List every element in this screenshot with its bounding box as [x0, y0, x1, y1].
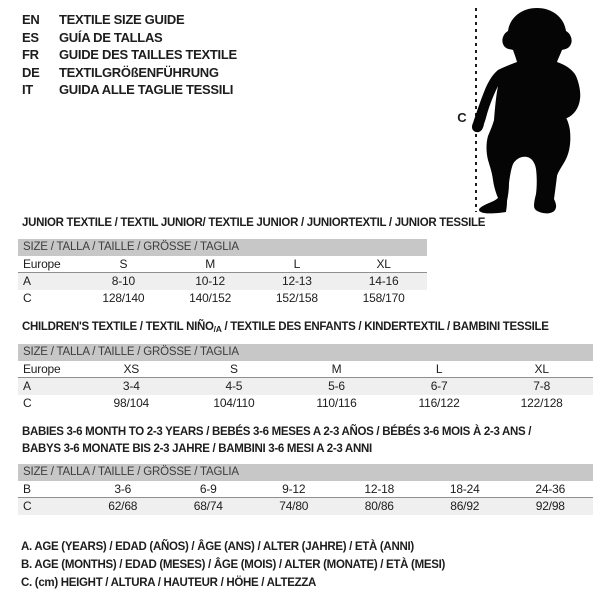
age-cell: 10-12 — [195, 274, 225, 288]
row-label: A — [23, 379, 31, 393]
section-title-children — [22, 319, 549, 336]
footnote-b: B. AGE (MONTHS) / EDAD (MESES) / ÂGE (MOIS) / ALTER (MONATE) / ETÀ (MESI) — [21, 559, 446, 571]
size-header-bar: SIZE / TALLA / TAILLE / GRÖSSE / TAGLIA — [18, 464, 593, 481]
footnote-a: A. AGE (YEARS) / EDAD (AÑOS) / ÂGE (ANS) / ALTER (JAHRE) / ETÀ (ANNI) — [21, 541, 414, 553]
size-cell: XL — [534, 362, 549, 376]
table-row-europe — [18, 361, 593, 378]
months-cell: 6-9 — [199, 482, 217, 496]
table-row-height — [18, 498, 593, 515]
months-cell: 9-12 — [282, 482, 306, 496]
size-cell: XL — [376, 257, 391, 271]
title-line-2: BABYS 3-6 MONATE BIS 2-3 JAHRE / BAMBINI 3-6 MESI A 2-3 ANNI — [22, 442, 372, 455]
babies-size-table — [18, 464, 593, 515]
age-cell: 5-6 — [328, 379, 345, 393]
language-title: TEXTILE SIZE GUIDE — [59, 12, 185, 28]
language-title-block — [22, 11, 237, 99]
table-row-months — [18, 481, 593, 498]
table-row-age — [18, 273, 427, 290]
section-title-junior: JUNIOR TEXTILE / TEXTIL JUNIOR/ TEXTILE JUNIOR / JUNIORTEXTIL / JUNIOR TESSILE — [22, 217, 486, 229]
size-cell: L — [435, 362, 443, 376]
title-line-1: BABIES 3-6 MONTH TO 2-3 YEARS / BEBÉS 3-6 MESES A 2-3 AÑOS / BÉBÉS 3-6 MOIS À 2-3 ANS / — [22, 426, 532, 438]
age-cell: 8-10 — [111, 274, 135, 288]
height-cell: 152/158 — [275, 291, 318, 305]
junior-size-table — [18, 239, 427, 307]
row-label: C — [23, 291, 32, 305]
table-row-europe — [18, 256, 427, 273]
row-label: Europe — [23, 362, 61, 376]
size-cell: XS — [123, 362, 140, 376]
months-cell: 3-6 — [114, 482, 132, 496]
language-code: ES — [22, 29, 39, 45]
size-cell: M — [331, 362, 342, 376]
table-row-height — [18, 395, 593, 412]
age-cell: 14-16 — [368, 274, 399, 288]
row-label: Europe — [23, 257, 61, 271]
height-cell: 140/152 — [189, 291, 232, 305]
age-cell: 7-8 — [533, 379, 551, 393]
language-row-de — [22, 64, 237, 82]
height-cell: 116/122 — [418, 396, 460, 410]
title-subscript: /A — [213, 324, 222, 334]
baby-silhouette-icon — [472, 8, 580, 213]
height-cell: 86/92 — [450, 499, 480, 513]
months-cell: 18-24 — [449, 482, 480, 496]
height-cell: 98/104 — [113, 396, 150, 410]
baby-figure — [440, 0, 600, 220]
height-cell: 62/68 — [108, 499, 138, 513]
row-label: C — [23, 499, 32, 513]
title-text: / TEXTILE DES ENFANTS / KINDERTEXTIL / BAMBINI TESSILE — [221, 321, 549, 333]
children-size-table — [18, 344, 593, 412]
height-cell: 74/80 — [279, 499, 309, 513]
size-header-bar: SIZE / TALLA / TAILLE / GRÖSSE / TAGLIA — [18, 239, 427, 256]
size-cell: M — [205, 257, 216, 271]
section-title-babies — [22, 424, 531, 457]
footnote-c: C. (cm) HEIGHT / ALTURA / HAUTEUR / HÖHE / ALTEZZA — [21, 577, 317, 589]
language-title: GUIDE DES TAILLES TEXTILE — [59, 47, 237, 63]
language-code: IT — [22, 82, 33, 98]
language-code: EN — [22, 12, 40, 28]
height-cell: 92/98 — [535, 499, 565, 513]
size-cell: S — [229, 362, 238, 376]
table-row-height — [18, 290, 427, 307]
height-c-label: C — [457, 110, 467, 125]
age-cell: 4-5 — [225, 379, 243, 393]
language-title: GUÍA DE TALLAS — [59, 29, 163, 45]
row-label: B — [23, 482, 31, 496]
footnotes-block — [21, 538, 445, 592]
language-title: TEXTILGRÖßENFÜHRUNG — [59, 64, 219, 80]
age-cell: 6-7 — [430, 379, 448, 393]
row-label: A — [23, 274, 31, 288]
height-cell: 122/128 — [520, 396, 563, 410]
language-title: GUIDA ALLE TAGLIE TESSILI — [59, 82, 234, 98]
height-cell: 128/140 — [102, 291, 145, 305]
row-label: C — [23, 396, 32, 410]
height-cell: 104/110 — [213, 396, 255, 410]
months-cell: 24-36 — [535, 482, 566, 496]
table-row-age — [18, 378, 593, 395]
age-cell: 3-4 — [122, 379, 140, 393]
height-cell: 68/74 — [193, 499, 223, 513]
language-code: DE — [22, 64, 40, 80]
height-cell: 158/170 — [362, 291, 405, 305]
size-cell: L — [293, 257, 301, 271]
language-row-fr — [22, 46, 237, 64]
months-cell: 12-18 — [364, 482, 395, 496]
size-header-bar: SIZE / TALLA / TAILLE / GRÖSSE / TAGLIA — [18, 344, 593, 361]
language-code: FR — [22, 47, 39, 63]
size-cell: S — [119, 257, 128, 271]
language-row-en — [22, 11, 237, 29]
age-cell: 12-13 — [282, 274, 312, 288]
language-row-es — [22, 29, 237, 47]
language-row-it — [22, 81, 237, 99]
title-text: CHILDREN'S TEXTILE / TEXTIL NIÑO — [22, 321, 214, 333]
height-cell: 80/86 — [364, 499, 394, 513]
height-cell: 110/116 — [316, 396, 357, 410]
